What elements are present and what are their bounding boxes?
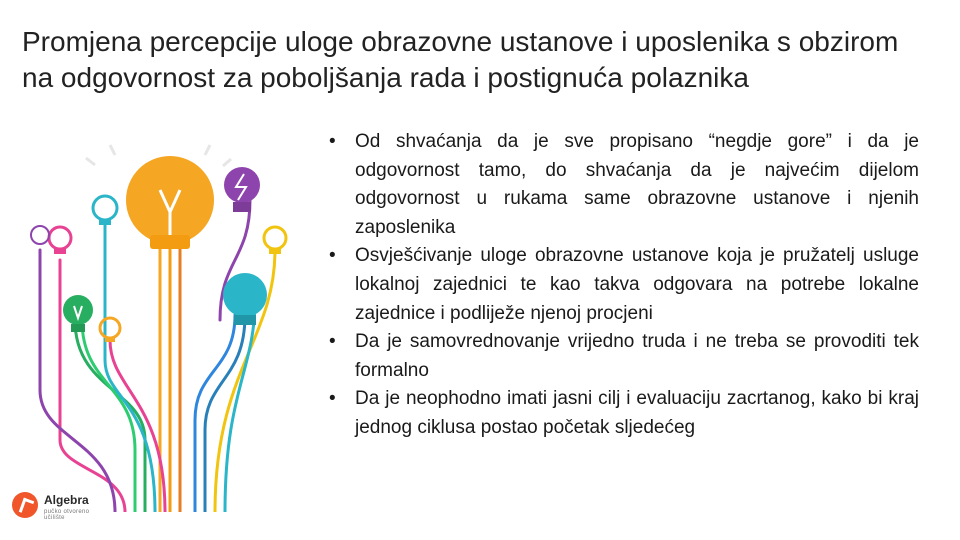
small-blue-outline-bulb <box>93 196 117 225</box>
small-orange-outline-bulb <box>100 318 120 342</box>
slide-title: Promjena percepcije uloge obrazovne ustanove i uposlenika s obzirom na odgovornost za poboljšanja rada i postignuća polaznika <box>22 26 899 93</box>
logo-tagline: pučko otvoreno učilište <box>44 509 90 521</box>
yellow-outline-bulb <box>264 227 286 254</box>
algebra-logo-icon <box>12 492 38 518</box>
bullet-item: • Od shvaćanja da je sve propisano “negdje gore” i da je odgovornost tamo, do shvaćanja da je najvećim dijelom odgovornost u rukama same obrazovne ustanove i njenih zaposlenika <box>323 128 919 242</box>
large-orange-bulb <box>126 156 214 249</box>
pink-outline-bulb <box>49 227 71 254</box>
purple-bulb <box>224 167 260 212</box>
bullet-item: • Da je samovrednovanje vrijedno truda i ne treba se provoditi tek formalno <box>323 328 919 385</box>
purple-outline-bulb <box>31 226 49 244</box>
bullet-item: • Osvješćivanje uloge obrazovne ustanove koja je pružatelj usluge lokalnoj zajednici te kao takva odgovara na potrebe lokalne zajednice i podliježe njenoj procjeni <box>323 242 919 328</box>
bullet-item: • Da je neophodno imati jasni cilj i evaluaciju zacrtanog, kako bi kraj jednog ciklusa postao početak sljedećeg <box>323 385 919 442</box>
bullet-list <box>323 128 919 443</box>
lightbulbs-illustration <box>20 140 290 512</box>
algebra-logo <box>12 490 102 522</box>
logo-name: Algebra <box>44 493 89 507</box>
green-bulb <box>63 295 93 332</box>
cyan-bulb <box>223 273 267 325</box>
